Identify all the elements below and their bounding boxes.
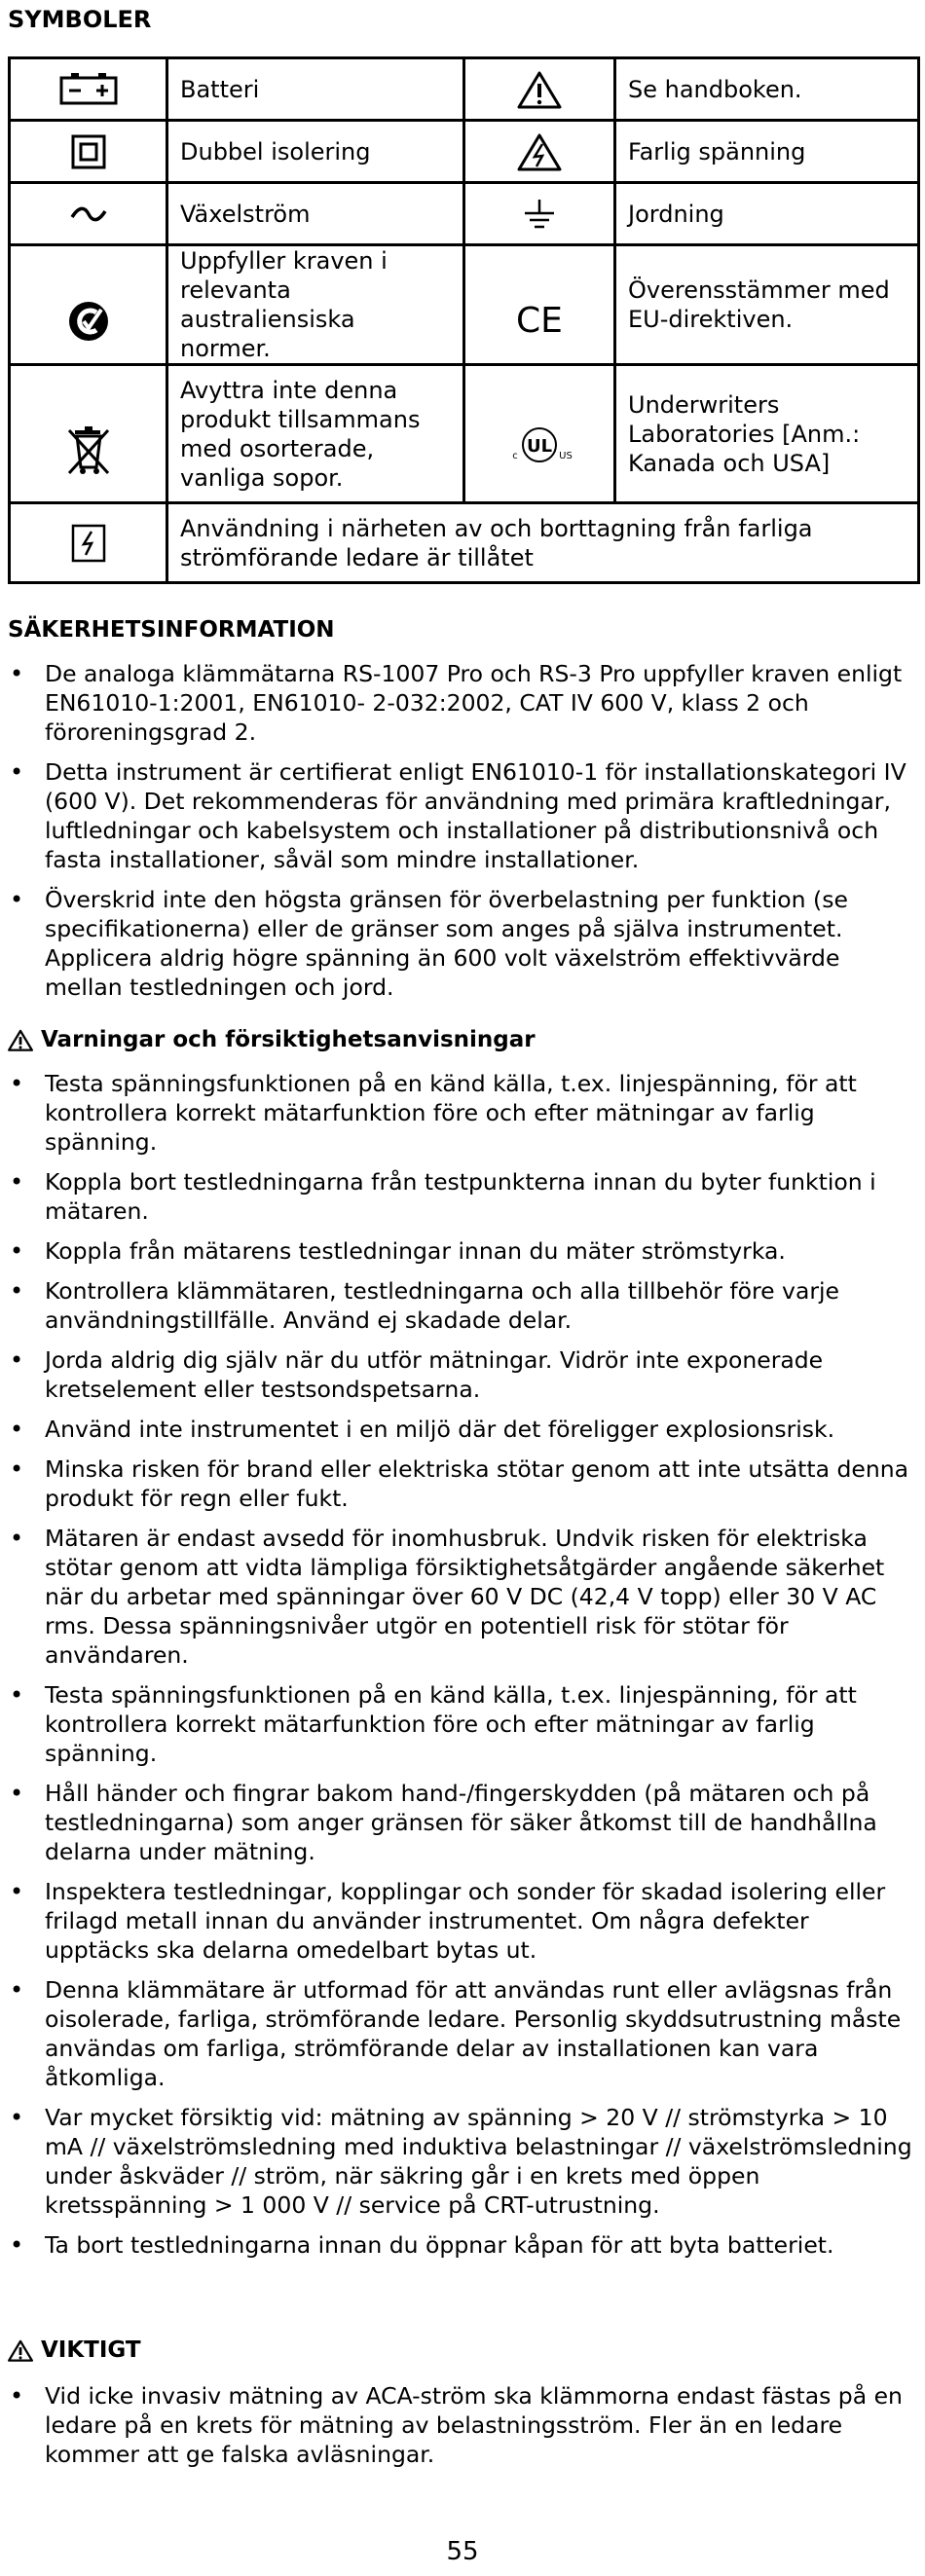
list-item: • Koppla från mätarens testledningar innan du mäter strömstyrka.: [8, 1236, 913, 1266]
symbol-label: Uppfyller kraven i relevanta australiensiska normer.: [167, 245, 464, 365]
ul-mark-text: UL: [526, 435, 553, 457]
ce-mark-icon: [510, 300, 569, 339]
list-item: • Vid icke invasiv mätning av ACA-ström ska klämmorna endast fästas på en ledare på en krets för mätning av belastningsström. Fler än en ledare kommer att ge falska avläsningar.: [8, 2381, 913, 2469]
symbol-label: Farlig spänning: [615, 121, 919, 183]
symbol-icon-cell: [10, 58, 167, 121]
symbols-table: [8, 56, 920, 584]
list-item: • Detta instrument är certifierat enligt EN61010-1 för installationskategori IV (600 V). Det rekommenderas för användning med primära kraftledningar, luftledningar och kabelsystem och installationer på distributionsnivå och fasta installationer, såväl som mindre installationer.: [8, 757, 913, 874]
symbol-row: [10, 183, 919, 245]
ul-mark-icon: [504, 423, 574, 466]
symbol-icon-cell: [10, 183, 167, 245]
symbol-icon-cell: [464, 365, 615, 503]
ground-icon: [522, 198, 557, 231]
list-item: • Testa spänningsfunktionen på en känd källa, t.ex. linjespänning, för att kontrollera korrekt mätarfunktion före och efter mätningar av farlig spänning.: [8, 1069, 913, 1157]
list-item: • Kontrollera klämmätaren, testledningarna och alla tillbehör före varje användningstillfälle. Använd ej skadade delar.: [8, 1276, 913, 1335]
symbol-icon-cell: [10, 121, 167, 183]
symbol-icon-cell: [464, 245, 615, 365]
page-number: 55: [446, 2537, 479, 2566]
safety-list: [8, 659, 913, 1012]
symbol-row: [10, 245, 919, 365]
symbol-icon-cell: [10, 503, 167, 583]
list-item: • Håll händer och fingrar bakom hand-/fingerskydden (på mätaren och på testledningarna) som anger gränsen för säker åtkomst till de handhållna delarna under mätning.: [8, 1779, 913, 1866]
warning-triangle-icon: [8, 1029, 33, 1051]
list-item: • Överskrid inte den högsta gränsen för överbelastning per funktion (se specifikationerna) eller de gränser som anges på själva instrumentet. Applicera aldrig högre spänning än 600 volt växelström effektivvärde mellan testledningen och jord.: [8, 885, 913, 1002]
list-item: • Ta bort testledningarna innan du öppnar kåpan för att byta batteriet.: [8, 2230, 913, 2260]
list-item: • Koppla bort testledningarna från testpunkterna innan du byter funktion i mätaren.: [8, 1167, 913, 1226]
list-item: • Var mycket försiktig vid: mätning av spänning > 20 V // strömstyrka > 10 mA // växelströmsledning med induktiva belastningar // växelströmsledning under åskväder // ström, när säkring går i en krets med öppen kretsspänning > 1 000 V // service på CRT-utrustning.: [8, 2103, 913, 2220]
symbol-label: Användning i närheten av och borttagning från farliga strömförande ledare är tillåtet: [167, 503, 919, 583]
symbol-icon-cell: [464, 58, 615, 121]
list-item: • Använd inte instrumentet i en miljö där det föreligger explosionsrisk.: [8, 1415, 913, 1444]
list-item: • De analoga klämmätarna RS-1007 Pro och RS-3 Pro uppfyller kraven enligt EN61010-1:2001, EN61010- 2-032:2002, CAT IV 600 V, klass 2 och föroreningsgrad 2.: [8, 659, 913, 747]
warnings-heading-row: [8, 1027, 536, 1052]
symbol-label: Avyttra inte denna produkt tillsammans med osorterade, vanliga sopor.: [167, 365, 464, 503]
ul-mark-c: c: [512, 450, 518, 461]
double-insulation-icon: [71, 134, 106, 169]
list-item: • Jorda aldrig dig själv när du utför mätningar. Vidrör inte exponerade kretselement eller testsondspetsarna.: [8, 1345, 913, 1404]
safety-heading: SÄKERHETSINFORMATION: [8, 617, 335, 643]
symbol-label: Batteri: [167, 58, 464, 121]
live-conductor-icon: [71, 524, 106, 563]
ac-icon: [69, 204, 108, 224]
battery-icon: [57, 72, 120, 107]
symbol-label: Underwriters Laboratories [Anm.: Kanada och USA]: [615, 365, 919, 503]
important-list: [8, 2381, 913, 2480]
important-heading: VIKTIGT: [41, 2337, 141, 2363]
high-voltage-icon: [517, 132, 562, 171]
symbol-label: Dubbel isolering: [167, 121, 464, 183]
warning-triangle-icon: [517, 70, 562, 109]
important-heading-row: [8, 2337, 141, 2363]
symbol-row: [10, 121, 919, 183]
symbol-label: Se handboken.: [615, 58, 919, 121]
symbol-icon-cell: [10, 365, 167, 503]
symbol-label: Jordning: [615, 183, 919, 245]
list-item: • Denna klämmätare är utformad för att användas runt eller avlägsnas från oisolerade, farliga, strömförande ledare. Personlig skyddsutrustning måste användas om farliga, strömförande delar av installationen kan vara åtkomliga.: [8, 1975, 913, 2092]
symbol-label: Växelström: [167, 183, 464, 245]
warnings-list: [8, 1069, 913, 2270]
symbol-icon-cell: [10, 245, 167, 365]
list-item: • Mätaren är endast avsedd för inomhusbruk. Undvik risken för elektriska stötar genom att vidta lämpliga försiktighetsåtgärder angående säkerhet när du arbetar med spänningar över 60 V DC (42,4 V topp) eller 30 V AC rms. Dessa spänningsnivåer utgör en potentiell risk för stötar för användaren.: [8, 1524, 913, 1670]
weee-bin-icon: [65, 424, 112, 479]
warning-triangle-icon: [8, 2339, 33, 2362]
ul-mark-us: US: [559, 450, 573, 461]
symbol-icon-cell: [464, 121, 615, 183]
list-item: • Minska risken för brand eller elektriska stötar genom att inte utsätta denna produkt för regn eller fukt.: [8, 1454, 913, 1513]
symbol-row: [10, 365, 919, 503]
list-item: • Inspektera testledningar, kopplingar och sonder för skadad isolering eller frilagd metall innan du använder instrumentet. Om några defekter upptäcks ska delarna omedelbart bytas ut.: [8, 1877, 913, 1965]
symbol-label: Överensstämmer med EU-direktiven.: [615, 245, 919, 365]
list-item: • Testa spänningsfunktionen på en känd källa, t.ex. linjespänning, för att kontrollera korrekt mätarfunktion före och efter mätningar av farlig spänning.: [8, 1680, 913, 1768]
ce-mark-text: CE: [516, 301, 563, 339]
symbol-icon-cell: [464, 183, 615, 245]
symbols-heading: SYMBOLER: [8, 6, 152, 33]
c-tick-icon: [67, 300, 110, 343]
warnings-heading: Varningar och försiktighetsanvisningar: [41, 1027, 536, 1052]
symbol-row: [10, 503, 919, 583]
symbol-row: [10, 58, 919, 121]
